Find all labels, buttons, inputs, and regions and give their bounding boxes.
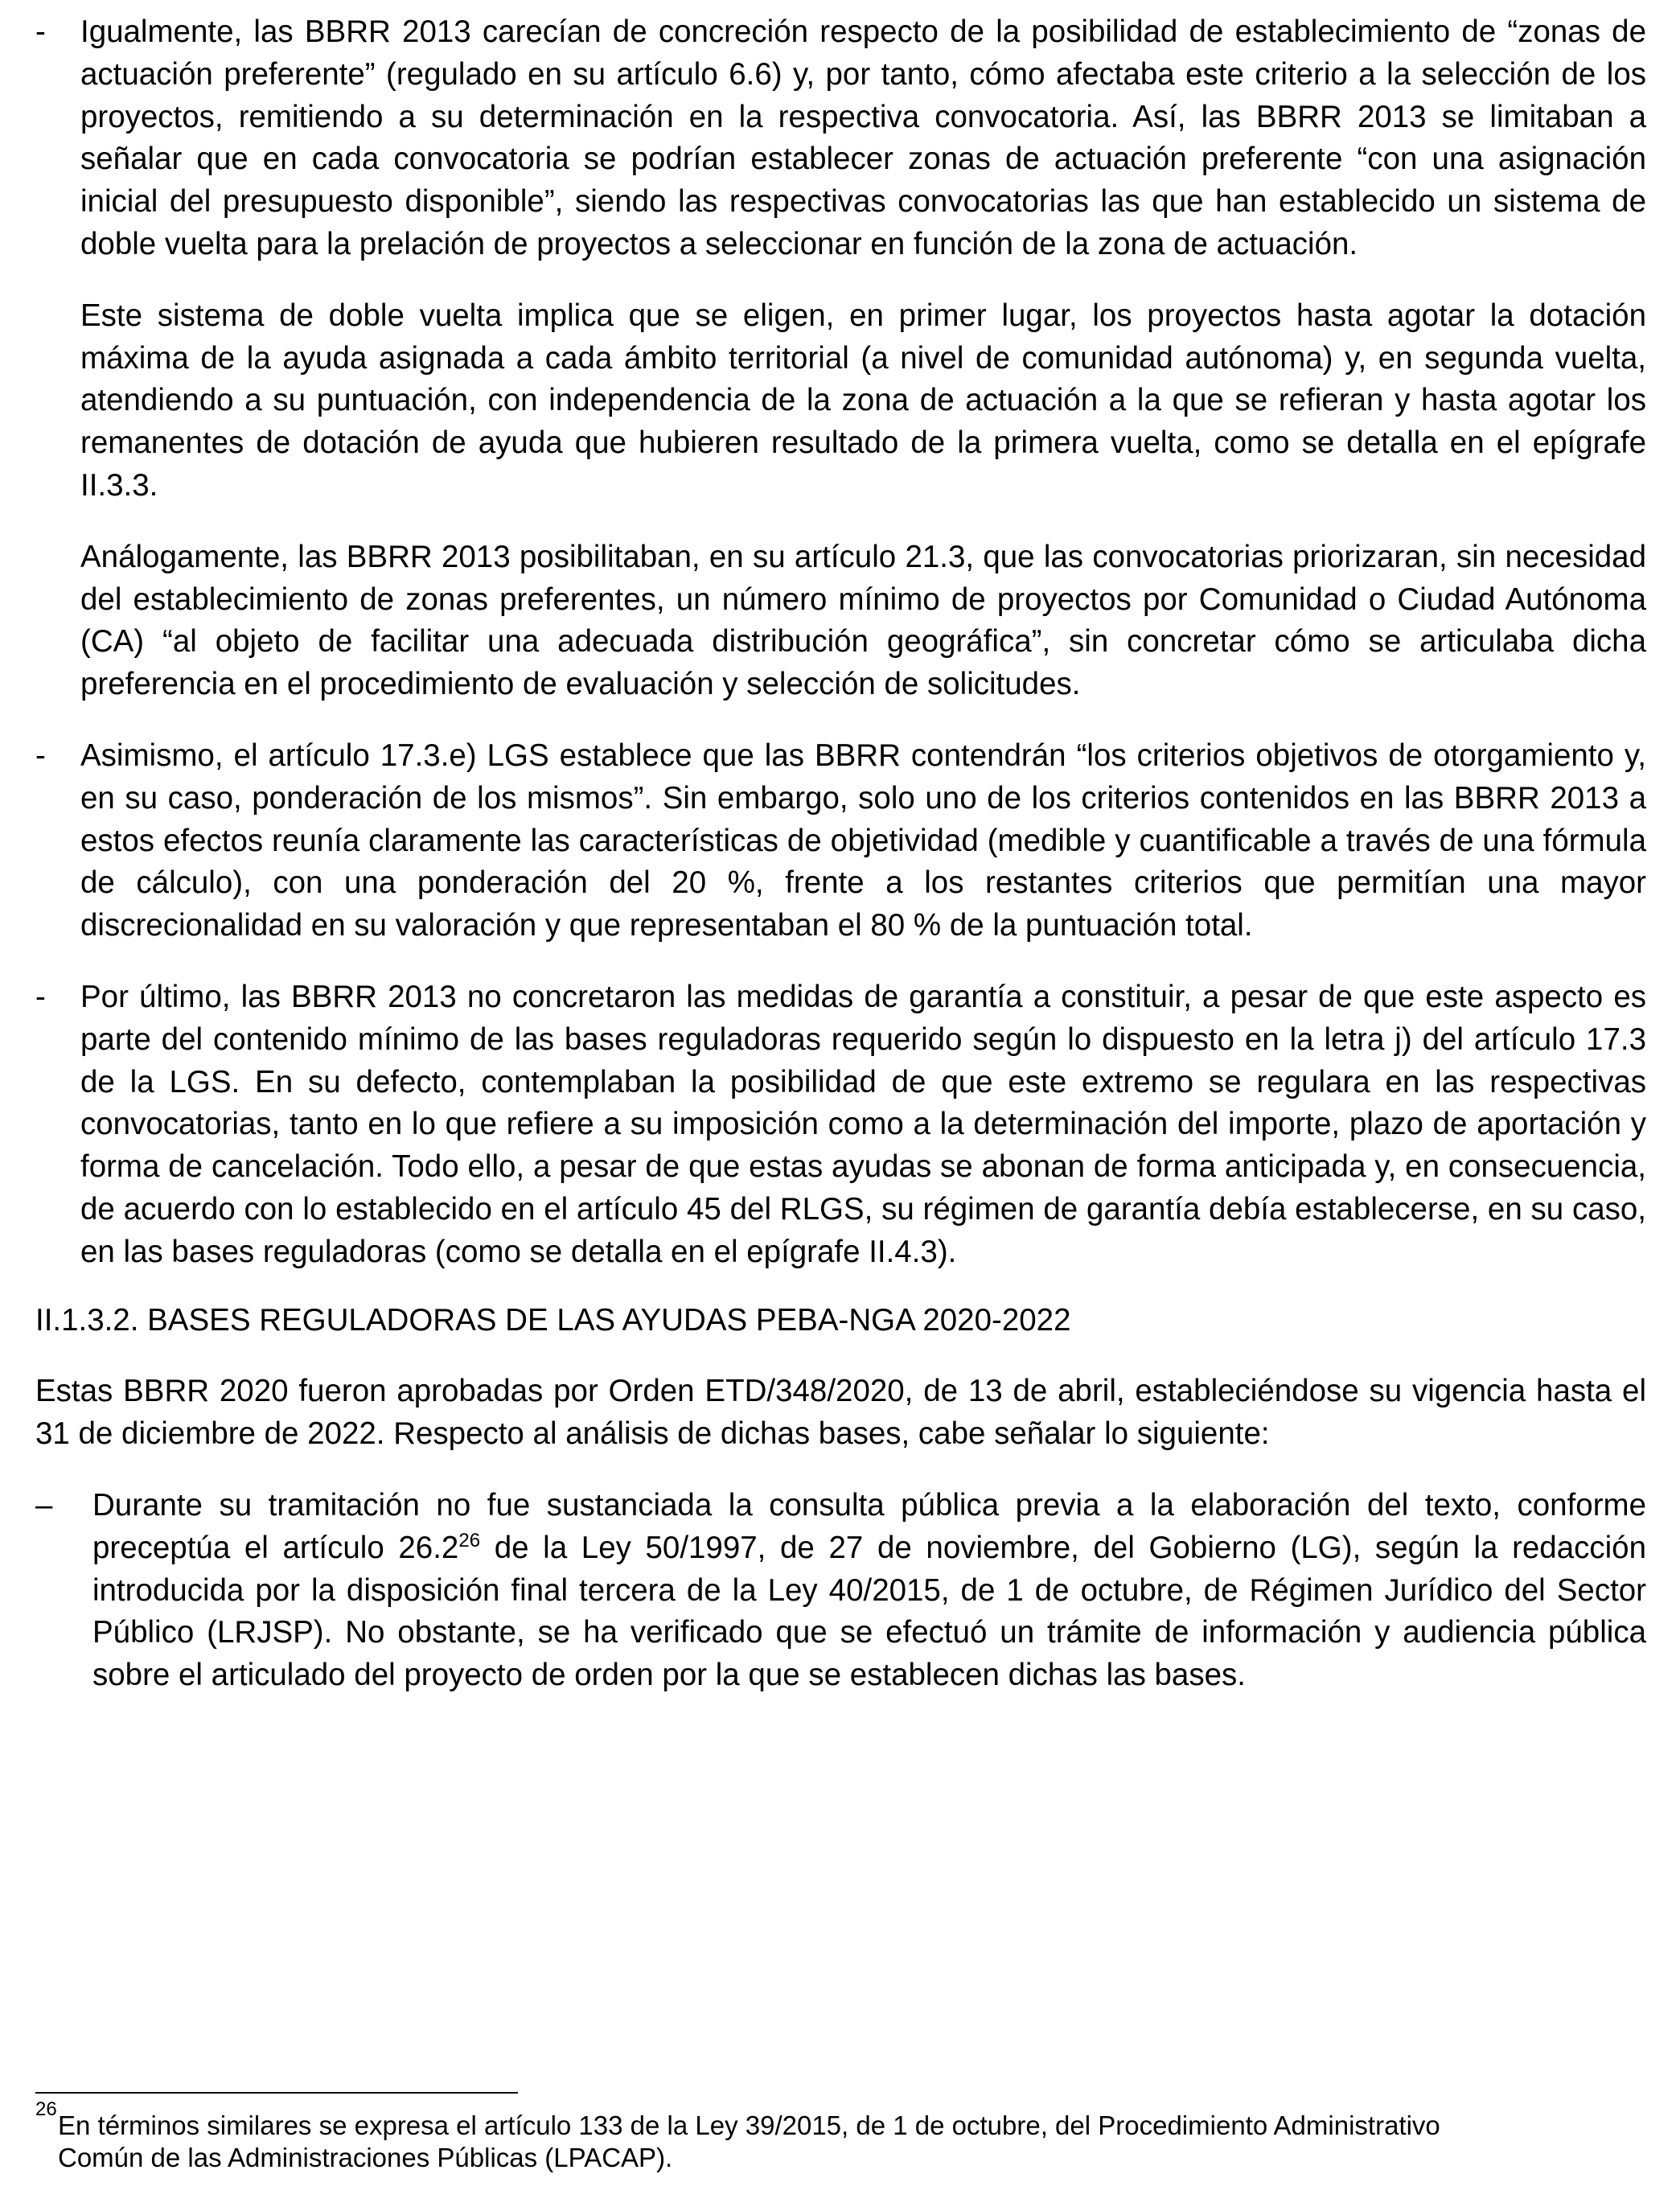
list-item-criterios-objetivos [0, 735, 1680, 947]
footnote-reference[interactable]: 26 [458, 1529, 481, 1551]
paragraph: Igualmente, las BBRR 2013 carecían de concreción respecto de la posibilidad de establecimiento de “zonas de actuación preferente” (regulado en su artículo 6.6) y, por tanto, cómo afectaba este criterio a la selección de los proyectos, remitiendo a su determinación en la respectiva convocatoria. Así, las BBRR 2013 se limitaban a señalar que en cada convocatoria se podrían establecer zonas de actuación preferente “con una asignación inicial del presupuesto disponible”, siendo las respectivas convocatorias las que han establecido un sistema de doble vuelta para la prelación de proyectos a seleccionar en función de la zona de actuación. [80, 14, 1646, 261]
list-bullet: - [35, 979, 46, 1014]
section-heading: II.1.3.2. BASES REGULADORAS DE LAS AYUDAS PEBA-NGA 2020-2022 [35, 1302, 1071, 1338]
paragraph: Por último, las BBRR 2013 no concretaron las medidas de garantía a constituir, a pesar de que este aspecto es parte del contenido mínimo de las bases reguladoras requerido según lo dispuesto en la letra j) del artículo 17.3 de la LGS. En su defecto, contemplaban la posibilidad de que este extremo se regulara en las respectivas convocatorias, tanto en lo que refiere a su imposición como a la determinación del importe, plazo de aportación y forma de cancelación. Todo ello, a pesar de que estas ayudas se abonan de forma anticipada y, en consecuencia, de acuerdo con lo establecido en el artículo 45 del RLGS, su régimen de garantía debía establecerse, en su caso, en las bases reguladoras (como se detalla en el epígrafe II.4.3). [80, 979, 1646, 1269]
footnote-line: En términos similares se expresa el artículo 133 de la Ley 39/2015, de 1 de octubre, del Procedimiento Administrativo [58, 2110, 1440, 2140]
footnote: 26 En términos similares se expresa el artículo 133 de la Ley 39/2015, de 1 de octubre, del Procedimiento Administrativo Común de las Administraciones Públicas (LPACAP). [35, 2110, 1646, 2174]
footnote-line: Común de las Administraciones Públicas (LPACAP). [58, 2143, 673, 2172]
paragraph-text-start: Durante su tramitación no fue sustanciada la consulta pública previa a la elaboración del texto, conforme preceptúa el artículo 26.2 [92, 1487, 1646, 1565]
footnote-separator [35, 2092, 518, 2094]
paragraph-text-end: de la Ley 50/1997, de 27 de noviembre, del Gobierno (LG), según la redacción introducida por la disposición final tercera de la Ley 40/2015, de 1 de octubre, de Régimen Jurídico del Sector Público (LRJSP). No obstante, se ha verificado que se efectuó un trámite de información y audiencia pública sobre el articulado del proyecto de orden por la que se establecen dichas las bases. [92, 1530, 1647, 1693]
list-item-content [80, 976, 1646, 1274]
list-bullet: – [35, 1487, 53, 1523]
list-item-consulta-publica [0, 1485, 1680, 1697]
list-item-content [80, 735, 1646, 947]
list-bullet: - [35, 14, 46, 49]
paragraph: Asimismo, el artículo 17.3.e) LGS establece que las BBRR contendrán “los criterios objetivos de otorgamiento y, en su caso, ponderación de los mismos”. Sin embargo, solo uno de los criterios contenidos en las BBRR 2013 a estos efectos reunía claramente las características de objetividad (medible y cuantificable a través de una fórmula de cálculo), con una ponderación del 20 %, frente a los restantes criterios que permitían una mayor discrecionalidad en su valoración y que representaban el 80 % de la puntuación total. [80, 738, 1646, 943]
list-item-content [80, 11, 1646, 706]
list-item-zonas-preferentes [0, 11, 1680, 706]
paragraph: Este sistema de doble vuelta implica que se eligen, en primer lugar, los proyectos hasta agotar la dotación máxima de la ayuda asignada a cada ámbito territorial (a nivel de comunidad autónoma) y, en segunda vuelta, atendiendo a su puntuación, con independencia de la zona de actuación a la que se refieran y hasta agotar los remanentes de dotación de ayuda que hubieren resultado de la primera vuelta, como se detalla en el epígrafe II.3.3. [80, 298, 1646, 503]
list-item-medidas-garantia [0, 976, 1680, 1274]
list-item-content [92, 1485, 1646, 1697]
paragraph: Análogamente, las BBRR 2013 posibilitaban, en su artículo 21.3, que las convocatorias priorizaran, sin necesidad del establecimiento de zonas preferentes, un número mínimo de proyectos por Comunidad o Ciudad Autónoma (CA) “al objeto de facilitar una adecuada distribución geográfica”, sin concretar cómo se articulaba dicha preferencia en el procedimiento de evaluación y selección de solicitudes. [80, 539, 1646, 702]
list-bullet: - [35, 738, 46, 773]
footnote-text [58, 2110, 1646, 2174]
intro-paragraph: Estas BBRR 2020 fueron aprobadas por Orden ETD/348/2020, de 13 de abril, estableciéndose su vigencia hasta el 31 de diciembre de 2022. Respecto al análisis de dichas bases, cabe señalar lo siguiente: [35, 1374, 1646, 1452]
